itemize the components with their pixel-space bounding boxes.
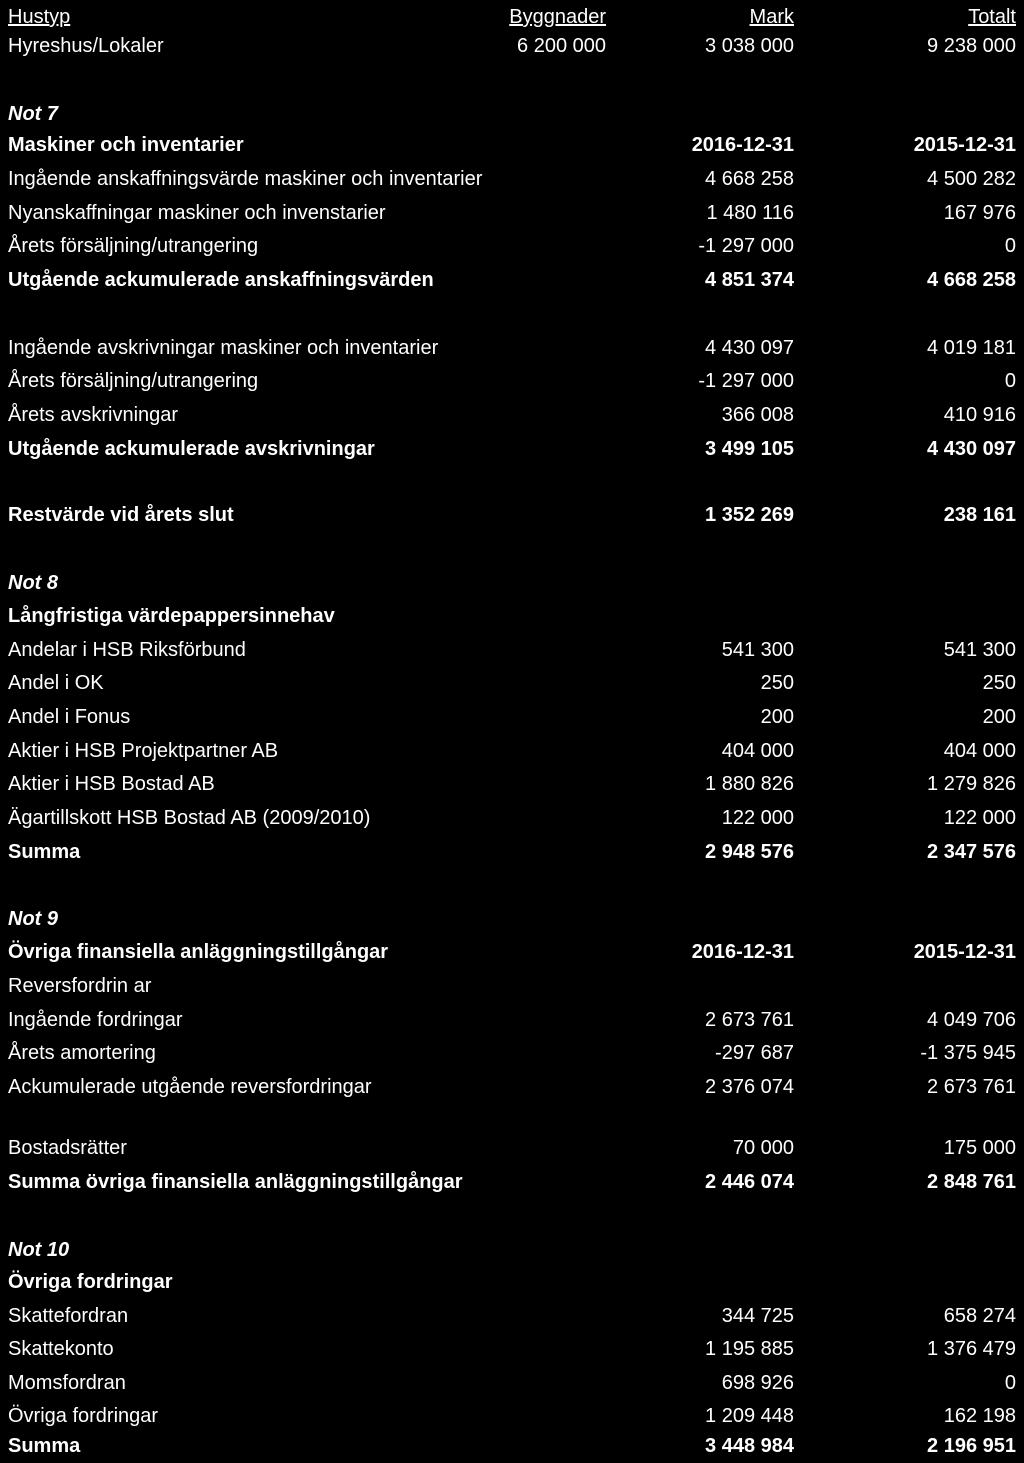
value-totalt: 9 238 000	[927, 35, 1016, 57]
value-previous: 1 376 479	[927, 1338, 1016, 1360]
note-10-heading	[0, 1233, 1024, 1267]
value-current: 404 000	[721, 740, 794, 762]
table-row	[0, 801, 1024, 835]
value-current: 4 430 097	[705, 337, 794, 359]
note-10-title-row	[0, 1265, 1024, 1299]
value-current: -1 297 000	[698, 235, 794, 257]
hyreshus-row	[0, 29, 1024, 63]
value-previous: 4 668 258	[927, 269, 1016, 291]
table-row	[0, 767, 1024, 801]
date-current: 2016-12-31	[691, 941, 794, 963]
value-previous: 2 673 761	[927, 1076, 1016, 1098]
table-row	[0, 1366, 1024, 1400]
value-current: 344 725	[721, 1305, 794, 1327]
value-previous: 658 274	[943, 1305, 1016, 1327]
note-8-title-row	[0, 599, 1024, 633]
row-label: Ingående avskrivningar maskiner och inventarier	[8, 337, 439, 359]
value-current: 3 448 984	[705, 1435, 794, 1457]
value-previous: 175 000	[943, 1137, 1016, 1159]
table-row	[0, 263, 1024, 297]
subsection-title: Reversfordrin ar	[8, 975, 152, 997]
value-current: 1 209 448	[705, 1405, 794, 1427]
value-previous: 2 347 576	[927, 841, 1016, 863]
subsection-row	[0, 969, 1024, 1003]
value-previous: 122 000	[943, 807, 1016, 829]
value-previous: 541 300	[943, 639, 1016, 661]
note-7-heading	[0, 97, 1024, 131]
row-label: Andelar i HSB Riksförbund	[8, 639, 246, 661]
row-label: Utgående ackumulerade avskrivningar	[8, 438, 375, 460]
value-previous: 4 049 706	[927, 1009, 1016, 1031]
table-row	[0, 1332, 1024, 1366]
value-current: 1 880 826	[705, 773, 794, 795]
row-label: Skattefordran	[8, 1305, 129, 1327]
note-number: Not 10	[8, 1239, 70, 1261]
value-byggnader: 6 200 000	[517, 35, 606, 57]
value-current: 4 851 374	[705, 269, 794, 291]
table-row	[0, 196, 1024, 230]
row-label: Årets försäljning/utrangering	[8, 235, 259, 257]
row-label: Summa	[8, 841, 81, 863]
table-row	[0, 498, 1024, 532]
value-previous: 4 500 282	[927, 168, 1016, 190]
row-label: Ackumulerade utgående reversfordringar	[8, 1076, 372, 1098]
value-previous: 404 000	[943, 740, 1016, 762]
row-label: Årets avskrivningar	[8, 404, 179, 426]
table-row	[0, 1070, 1024, 1104]
row-label: Ingående fordringar	[8, 1009, 183, 1031]
table-row	[0, 1429, 1024, 1463]
table-row	[0, 1036, 1024, 1070]
row-label: Aktier i HSB Bostad AB	[8, 773, 215, 795]
value-mark: 3 038 000	[705, 35, 794, 57]
value-current: 3 499 105	[705, 438, 794, 460]
note-7-title-row	[0, 128, 1024, 162]
section-title: Övriga finansiella anläggningstillgångar	[8, 941, 389, 963]
col-mark: Mark	[749, 6, 794, 28]
row-label: Nyanskaffningar maskiner och invenstarier	[8, 202, 386, 224]
note-number: Not 8	[8, 572, 58, 594]
value-current: 2 673 761	[705, 1009, 794, 1031]
table-row	[0, 1003, 1024, 1037]
table-row	[0, 398, 1024, 432]
table-row	[0, 1399, 1024, 1433]
row-label: Ägartillskott HSB Bostad AB (2009/2010)	[8, 807, 371, 829]
row-label: Summa	[8, 1435, 81, 1457]
value-current: -1 297 000	[698, 370, 794, 392]
value-current: 122 000	[721, 807, 794, 829]
col-hustyp: Hustyp	[8, 6, 71, 28]
row-label: Bostadsrätter	[8, 1137, 127, 1159]
value-previous: 2 848 761	[927, 1171, 1016, 1193]
value-current: 1 195 885	[705, 1338, 794, 1360]
value-previous: 238 161	[943, 504, 1016, 526]
value-current: 250	[760, 672, 794, 694]
value-current: 2 446 074	[705, 1171, 794, 1193]
row-label: Aktier i HSB Projektpartner AB	[8, 740, 279, 762]
note-9-title-row	[0, 935, 1024, 969]
value-previous: 0	[1004, 1372, 1016, 1394]
value-current: 200	[760, 706, 794, 728]
table-row	[0, 162, 1024, 196]
row-label: Andel i Fonus	[8, 706, 131, 728]
value-previous: 410 916	[943, 404, 1016, 426]
table-row	[0, 364, 1024, 398]
value-current: 1 352 269	[705, 504, 794, 526]
value-previous: 4 019 181	[927, 337, 1016, 359]
row-label: Ingående anskaffningsvärde maskiner och inventarier	[8, 168, 483, 190]
value-current: -297 687	[715, 1042, 794, 1064]
value-previous: 0	[1004, 235, 1016, 257]
row-label: Övriga fordringar	[8, 1405, 159, 1427]
row-label: Skattekonto	[8, 1338, 114, 1360]
row-label: Hyreshus/Lokaler	[8, 35, 164, 57]
value-previous: 162 198	[943, 1405, 1016, 1427]
value-current: 698 926	[721, 1372, 794, 1394]
value-previous: 250	[982, 672, 1016, 694]
table-row	[0, 432, 1024, 466]
value-current: 1 480 116	[706, 202, 794, 224]
row-label: Momsfordran	[8, 1372, 126, 1394]
value-previous: 1 279 826	[927, 773, 1016, 795]
value-current: 2 376 074	[705, 1076, 794, 1098]
value-previous: 2 196 951	[927, 1435, 1016, 1457]
table-row	[0, 666, 1024, 700]
table-row	[0, 835, 1024, 869]
value-current: 2 948 576	[705, 841, 794, 863]
table-row	[0, 700, 1024, 734]
table-row	[0, 229, 1024, 263]
date-previous: 2015-12-31	[913, 134, 1016, 156]
table-row	[0, 633, 1024, 667]
note-number: Not 7	[8, 103, 58, 125]
section-title: Långfristiga värdepappersinnehav	[8, 605, 335, 627]
value-current: 4 668 258	[705, 168, 794, 190]
section-title: Övriga fordringar	[8, 1271, 173, 1293]
table-row	[0, 1165, 1024, 1199]
row-label: Årets amortering	[8, 1042, 156, 1064]
date-current: 2016-12-31	[691, 134, 794, 156]
date-previous: 2015-12-31	[913, 941, 1016, 963]
value-previous: 0	[1004, 370, 1016, 392]
table-row	[0, 734, 1024, 768]
table-row	[0, 1131, 1024, 1165]
row-label: Summa övriga finansiella anläggningstillgångar	[8, 1171, 463, 1193]
value-current: 70 000	[732, 1137, 794, 1159]
note-8-heading	[0, 566, 1024, 600]
value-previous: 4 430 097	[927, 438, 1016, 460]
value-current: 541 300	[721, 639, 794, 661]
col-totalt: Totalt	[968, 6, 1016, 28]
note-number: Not 9	[8, 908, 58, 930]
value-previous: 167 976	[943, 202, 1016, 224]
table-row	[0, 331, 1024, 365]
value-current: 366 008	[721, 404, 794, 426]
row-label: Andel i OK	[8, 672, 104, 694]
value-previous: 200	[982, 706, 1016, 728]
col-byggnader: Byggnader	[509, 6, 606, 28]
value-previous: -1 375 945	[920, 1042, 1016, 1064]
row-label: Restvärde vid årets slut	[8, 504, 234, 526]
table-row	[0, 1299, 1024, 1333]
row-label: Årets försäljning/utrangering	[8, 370, 259, 392]
row-label: Utgående ackumulerade anskaffningsvärden	[8, 269, 434, 291]
note-9-heading	[0, 902, 1024, 936]
section-title: Maskiner och inventarier	[8, 134, 244, 156]
